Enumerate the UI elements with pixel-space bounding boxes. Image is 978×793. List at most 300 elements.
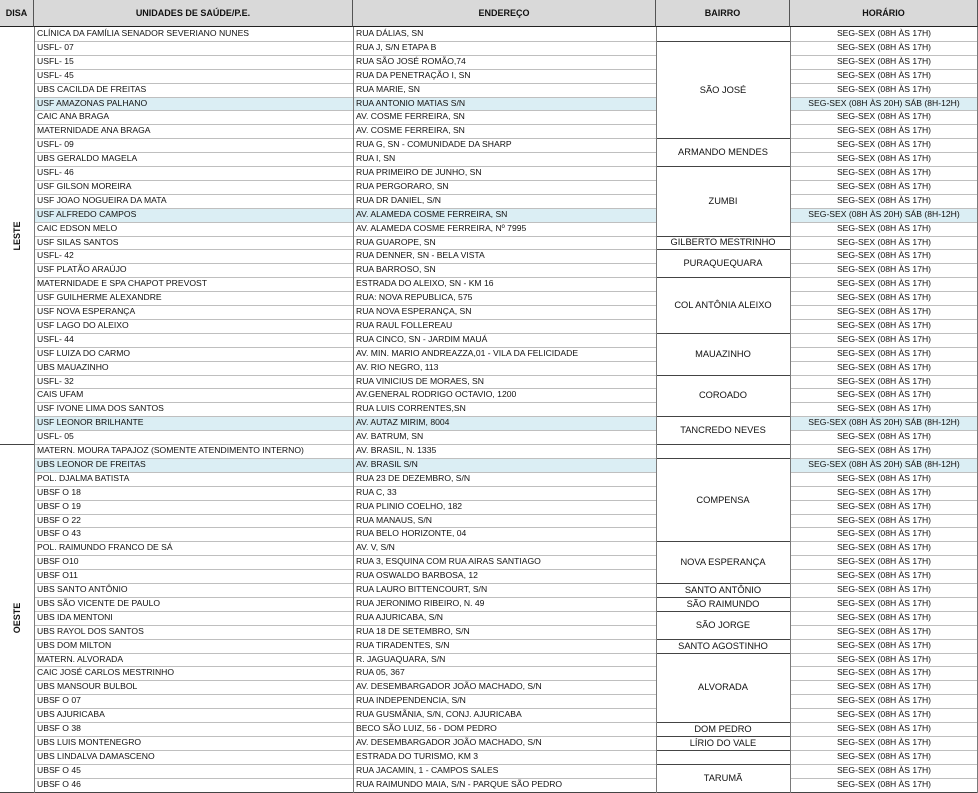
schedule-cell: SEG-SEX (08H ÀS 17H)	[836, 723, 932, 733]
row-gridline	[790, 555, 978, 556]
address-cell: RUA MARIE, SN	[356, 83, 420, 94]
row-gridline	[790, 55, 978, 56]
row-gridline	[34, 625, 656, 626]
unit-name-cell: MATERNIDADE E SPA CHAPOT PREVOST	[37, 278, 207, 289]
address-cell: AV. AUTAZ MIRIM, 8004	[353, 416, 656, 430]
address-cell: RUA BARROSO, SN	[356, 264, 436, 275]
bairro-cell: LÍRIO DO VALE	[689, 737, 757, 748]
schedule-cell: SEG-SEX (08H ÀS 17H)	[836, 500, 932, 511]
bairro-cell: TANCREDO NEVES	[680, 425, 766, 436]
schedule-cell: SEG-SEX (08H ÀS 17H)	[836, 778, 932, 789]
address-cell: ESTRADA DO ALEIXO, SN - KM 16	[356, 278, 494, 289]
unit-name-cell: UBSF O 43	[37, 528, 81, 539]
bairro-cell: COL ANTÔNIA ALEIXO	[674, 299, 772, 310]
schedule-cell: SEG-SEX (08H ÀS 17H)	[836, 375, 932, 386]
address-cell: RUA DENNER, SN - BELA VISTA	[356, 250, 485, 261]
unit-name-cell: USFL- 07	[37, 41, 74, 52]
row-gridline	[34, 152, 656, 153]
address-cell: RUA ANTONIO MATIAS S/N	[353, 97, 656, 111]
row-gridline	[790, 708, 978, 709]
address-cell: RUA 05, 367	[356, 667, 405, 678]
schedule-cell: SEG-SEX (08H ÀS 17H)	[836, 180, 932, 191]
bairro-cell: NOVA ESPERANÇA	[680, 557, 766, 568]
bairro-cell: GILBERTO MESTRINHO	[670, 237, 776, 248]
row-gridline	[34, 750, 656, 751]
row-gridline	[790, 527, 978, 528]
unit-name-cell: MATERN. ALVORADA	[37, 653, 124, 664]
bairro-cell: MAUAZINHO	[695, 348, 751, 359]
row-gridline	[790, 653, 978, 654]
address-cell: AV. V, S/N	[356, 542, 395, 553]
row-gridline	[34, 569, 656, 570]
schedule-cell: SEG-SEX (08H ÀS 17H)	[836, 681, 932, 692]
row-gridline	[790, 305, 978, 306]
schedule-cell: SEG-SEX (08H ÀS 20H) SÁB (8H-12H)	[790, 208, 978, 222]
row-gridline	[34, 639, 656, 640]
row-gridline	[790, 388, 978, 389]
row-gridline	[34, 236, 656, 237]
row-gridline	[34, 541, 656, 542]
row-gridline	[790, 361, 978, 362]
row-gridline	[34, 736, 656, 737]
row-gridline	[790, 277, 978, 278]
schedule-cell: SEG-SEX (08H ÀS 17H)	[836, 695, 932, 706]
row-gridline	[34, 97, 656, 98]
address-cell: AV. COSME FERREIRA, SN	[356, 125, 465, 136]
unit-name-cell: USF JOAO NOGUEIRA DA MATA	[37, 194, 167, 205]
bairro-cell: ARMANDO MENDES	[678, 147, 768, 158]
unit-name-cell: POL. DJALMA BATISTA	[37, 472, 130, 483]
row-gridline	[34, 305, 656, 306]
schedule-cell: SEG-SEX (08H ÀS 17H)	[836, 514, 932, 525]
disa-cell	[0, 27, 34, 444]
unit-name-cell: UBSF O 45	[37, 764, 81, 775]
row-gridline	[34, 208, 656, 209]
row-gridline	[34, 41, 656, 42]
header-endereco: ENDEREÇO	[353, 0, 656, 27]
row-gridline	[34, 694, 656, 695]
row-gridline	[34, 110, 656, 111]
row-gridline	[790, 138, 978, 139]
schedule-cell: SEG-SEX (08H ÀS 20H) SÁB (8H-12H)	[790, 97, 978, 111]
row-gridline	[34, 347, 656, 348]
schedule-cell: SEG-SEX (08H ÀS 17H)	[836, 611, 932, 622]
address-cell: RUA JACAMIN, 1 - CAMPOS SALES	[356, 764, 499, 775]
address-cell: ESTRADA DO TURISMO, KM 3	[356, 750, 479, 761]
schedule-cell: SEG-SEX (08H ÀS 17H)	[836, 431, 932, 442]
row-gridline	[34, 402, 656, 403]
row-gridline	[790, 347, 978, 348]
unit-name-cell: UBS LEONOR DE FREITAS	[34, 458, 353, 472]
unit-name-cell: USF LAGO DO ALEIXO	[37, 319, 129, 330]
column-gridline	[790, 27, 791, 793]
address-cell: RUA C, 33	[356, 486, 397, 497]
bairro-cell: SÃO JOSÉ	[699, 84, 747, 95]
row-gridline	[790, 458, 978, 459]
row-gridline	[34, 83, 656, 84]
unit-name-cell: CAIC ANA BRAGA	[37, 111, 110, 122]
row-gridline	[34, 263, 656, 264]
schedule-cell: SEG-SEX (08H ÀS 17H)	[836, 319, 932, 330]
row-gridline	[34, 291, 656, 292]
row-gridline	[790, 611, 978, 612]
address-cell: AV. MIN. MARIO ANDREAZZA,01 - VILA DA FELICIDADE	[356, 347, 579, 358]
unit-name-cell: UBSF O 38	[37, 723, 81, 733]
unit-name-cell: UBSF O11	[37, 570, 78, 581]
unit-name-cell: USF ALFREDO CAMPOS	[34, 208, 353, 222]
unit-name-cell: USFL- 09	[37, 139, 74, 150]
row-gridline	[790, 625, 978, 626]
address-cell: AV. ALAMEDA COSME FERREIRA, Nº 7995	[356, 222, 527, 233]
row-gridline	[34, 388, 656, 389]
row-gridline	[34, 708, 656, 709]
row-gridline	[790, 583, 978, 584]
address-cell: RUA PRIMEIRO DE JUNHO, SN	[356, 167, 482, 177]
schedule-cell: SEG-SEX (08H ÀS 17H)	[836, 222, 932, 233]
address-cell: RUA JERONIMO RIBEIRO, N. 49	[356, 597, 485, 608]
address-cell: AV. BATRUM, SN	[356, 431, 424, 442]
row-gridline	[790, 472, 978, 473]
schedule-cell: SEG-SEX (08H ÀS 17H)	[836, 389, 932, 400]
unit-name-cell: USFL- 46	[37, 167, 74, 177]
schedule-cell: SEG-SEX (08H ÀS 17H)	[836, 653, 932, 664]
row-gridline	[34, 124, 656, 125]
row-gridline	[790, 208, 978, 209]
row-gridline	[34, 444, 656, 445]
address-cell: AV. BRASIL, N. 1335	[356, 445, 437, 455]
row-gridline	[790, 486, 978, 487]
header-horario: HORÁRIO	[790, 0, 978, 27]
bairro-cell: ZUMBI	[708, 195, 738, 206]
address-cell: AV.GENERAL RODRIGO OCTAVIO, 1200	[356, 389, 517, 400]
row-gridline	[790, 236, 978, 237]
bairro-cell: SÃO RAIMUNDO	[686, 598, 760, 609]
unit-name-cell: USF GUILHERME ALEXANDRE	[37, 292, 162, 303]
bairro-cell	[656, 750, 790, 764]
schedule-cell: SEG-SEX (08H ÀS 17H)	[836, 403, 932, 414]
unit-name-cell: UBS SANTO ANTÔNIO	[37, 584, 128, 594]
schedule-cell: SEG-SEX (08H ÀS 17H)	[836, 41, 932, 52]
schedule-cell: SEG-SEX (08H ÀS 17H)	[836, 250, 932, 261]
schedule-cell: SEG-SEX (08H ÀS 17H)	[836, 292, 932, 303]
row-gridline	[790, 680, 978, 681]
row-gridline	[790, 569, 978, 570]
schedule-cell: SEG-SEX (08H ÀS 17H)	[836, 28, 932, 38]
address-cell: AV. BRASIL S/N	[353, 458, 656, 472]
row-gridline	[34, 166, 656, 167]
address-cell: RUA CINCO, SN - JARDIM MAUÁ	[356, 333, 488, 344]
row-gridline	[790, 69, 978, 70]
address-cell: RUA BELO HORIZONTE, 04	[356, 528, 467, 539]
schedule-cell: SEG-SEX (08H ÀS 17H)	[836, 139, 932, 150]
schedule-cell: SEG-SEX (08H ÀS 17H)	[836, 556, 932, 567]
row-gridline	[34, 416, 656, 417]
bairro-cell: ALVORADA	[698, 682, 748, 693]
address-cell: RUA PERGORARO, SN	[356, 180, 449, 191]
row-gridline	[34, 458, 656, 459]
row-gridline	[790, 291, 978, 292]
address-cell: AV. ALAMEDA COSME FERREIRA, SN	[353, 208, 656, 222]
schedule-cell: SEG-SEX (08H ÀS 17H)	[836, 55, 932, 66]
unit-name-cell: USF SILAS SANTOS	[37, 236, 119, 247]
schedule-cell: SEG-SEX (08H ÀS 17H)	[836, 625, 932, 636]
unit-name-cell: USF PLATÃO ARAÚJO	[37, 264, 127, 275]
row-gridline	[790, 430, 978, 431]
schedule-cell: SEG-SEX (08H ÀS 17H)	[836, 167, 932, 177]
schedule-cell: SEG-SEX (08H ÀS 17H)	[836, 584, 932, 594]
schedule-cell: SEG-SEX (08H ÀS 17H)	[836, 306, 932, 316]
row-gridline	[790, 110, 978, 111]
unit-name-cell: USF LUIZA DO CARMO	[37, 347, 131, 358]
address-cell: AV. RIO NEGRO, 113	[356, 361, 439, 372]
address-cell: RUA RAIMUNDO MAIA, S/N - PARQUE SÃO PEDRO	[356, 778, 563, 789]
schedule-cell: SEG-SEX (08H ÀS 17H)	[836, 750, 932, 761]
schedule-cell: SEG-SEX (08H ÀS 17H)	[836, 264, 932, 275]
unit-name-cell: UBSF O 07	[37, 695, 81, 706]
address-cell: RUA SÃO JOSÉ ROMÃO,74	[356, 55, 466, 66]
address-cell: RUA: NOVA REPUBLICA, 575	[356, 292, 473, 303]
row-gridline	[790, 541, 978, 542]
unit-name-cell: CAIC EDSON MELO	[37, 222, 118, 233]
address-cell: RUA DR DANIEL, S/N	[356, 194, 442, 205]
address-cell: RUA OSWALDO BARBOSA, 12	[356, 570, 478, 581]
unit-name-cell: CLÍNICA DA FAMÍLIA SENADOR SEVERIANO NUNES	[37, 28, 250, 38]
row-gridline	[790, 639, 978, 640]
address-cell: RUA VINICIUS DE MORAES, SN	[356, 375, 484, 386]
unit-name-cell: USFL- 45	[37, 69, 74, 80]
address-cell: RUA MANAUS, S/N	[356, 514, 432, 525]
address-cell: RUA GUAROPE, SN	[356, 236, 436, 247]
row-gridline	[34, 514, 656, 515]
unit-name-cell: UBS MANSOUR BULBOL	[37, 681, 138, 692]
schedule-cell: SEG-SEX (08H ÀS 17H)	[836, 570, 932, 581]
row-gridline	[34, 722, 656, 723]
row-gridline	[790, 83, 978, 84]
row-gridline	[790, 222, 978, 223]
schedule-cell: SEG-SEX (08H ÀS 17H)	[836, 111, 932, 122]
address-cell: RUA I, SN	[356, 153, 396, 164]
row-gridline	[34, 500, 656, 501]
address-cell: AV. DESEMBARGADOR JOÃO MACHADO, S/N	[356, 681, 542, 692]
row-gridline	[34, 222, 656, 223]
bairro-cell: SÃO JORGE	[695, 619, 751, 630]
row-gridline	[790, 514, 978, 515]
row-gridline	[790, 249, 978, 250]
schedule-cell: SEG-SEX (08H ÀS 17H)	[836, 472, 932, 483]
schedule-cell: SEG-SEX (08H ÀS 17H)	[836, 542, 932, 553]
unit-name-cell: USFL- 15	[37, 55, 74, 66]
bairro-cell: TARUMÃ	[703, 772, 743, 783]
address-cell: RUA INDEPENDENCIA, S/N	[356, 695, 466, 706]
row-gridline	[34, 778, 656, 779]
unit-name-cell: USF NOVA ESPERANÇA	[37, 306, 136, 316]
unit-name-cell: USF GILSON MOREIRA	[37, 180, 132, 191]
row-gridline	[34, 597, 656, 598]
unit-name-cell: UBS LUIS MONTENEGRO	[37, 736, 142, 747]
unit-name-cell: USF LEONOR BRILHANTE	[34, 416, 353, 430]
address-cell: RUA RAUL FOLLEREAU	[356, 319, 453, 330]
unit-name-cell: UBS IDA MENTONI	[37, 611, 113, 622]
row-gridline	[790, 319, 978, 320]
row-gridline	[790, 166, 978, 167]
section-divider	[0, 792, 978, 793]
schedule-cell: SEG-SEX (08H ÀS 17H)	[836, 528, 932, 539]
address-cell: R. JAGUAQUARA, S/N	[356, 653, 446, 664]
unit-name-cell: UBSF O 22	[37, 514, 81, 525]
row-gridline	[790, 666, 978, 667]
address-cell: RUA GUSMÃNIA, S/N, CONJ. AJURICABA	[356, 709, 522, 720]
row-gridline	[34, 333, 656, 334]
row-gridline	[34, 361, 656, 362]
unit-name-cell: USF IVONE LIMA DOS SANTOS	[37, 403, 164, 414]
unit-name-cell: UBS CACILDA DE FREITAS	[37, 83, 147, 94]
header-bairro: BAIRRO	[656, 0, 790, 27]
unit-name-cell: USFL- 32	[37, 375, 74, 386]
row-gridline	[34, 764, 656, 765]
unit-name-cell: USFL- 42	[37, 250, 74, 261]
row-gridline	[34, 277, 656, 278]
address-cell: RUA AJURICABA, S/N	[356, 611, 443, 622]
schedule-cell: SEG-SEX (08H ÀS 17H)	[836, 736, 932, 747]
unit-name-cell: UBS AJURICABA	[37, 709, 105, 720]
row-gridline	[34, 69, 656, 70]
address-cell: RUA NOVA ESPERANÇA, SN	[356, 306, 472, 316]
address-cell: RUA J, S/N ETAPA B	[356, 41, 437, 52]
column-gridline	[34, 27, 35, 793]
row-gridline	[34, 472, 656, 473]
row-gridline	[34, 527, 656, 528]
row-gridline	[34, 375, 656, 376]
schedule-cell: SEG-SEX (08H ÀS 17H)	[836, 639, 932, 650]
row-gridline	[34, 680, 656, 681]
unit-name-cell: UBS MAUAZINHO	[37, 361, 109, 372]
address-cell: RUA DA PENETRAÇÃO I, SN	[356, 69, 471, 80]
unit-name-cell: UBS RAYOL DOS SANTOS	[37, 625, 144, 636]
address-cell: BECO SÃO LUIZ, 56 - DOM PEDRO	[356, 723, 497, 733]
row-gridline	[34, 430, 656, 431]
schedule-cell: SEG-SEX (08H ÀS 17H)	[836, 361, 932, 372]
row-gridline	[34, 653, 656, 654]
schedule-cell: SEG-SEX (08H ÀS 17H)	[836, 764, 932, 775]
address-cell: RUA 23 DE DEZEMBRO, S/N	[356, 472, 471, 483]
unit-name-cell: MATERNIDADE ANA BRAGA	[37, 125, 151, 136]
unit-name-cell: UBSF O 18	[37, 486, 81, 497]
address-cell: RUA 18 DE SETEMBRO, S/N	[356, 625, 470, 636]
row-gridline	[790, 402, 978, 403]
row-gridline	[790, 41, 978, 42]
unit-name-cell: UBSF O 46	[37, 778, 81, 789]
row-gridline	[34, 319, 656, 320]
column-gridline	[656, 27, 657, 793]
unit-name-cell: UBS LINDALVA DAMASCENO	[37, 750, 155, 761]
disa-cell	[0, 444, 34, 792]
row-gridline	[34, 555, 656, 556]
bairro-cell: COROADO	[698, 390, 748, 401]
schedule-cell: SEG-SEX (08H ÀS 17H)	[836, 153, 932, 164]
unit-name-cell: UBS DOM MILTON	[37, 639, 112, 650]
row-gridline	[790, 764, 978, 765]
row-gridline	[34, 194, 656, 195]
row-gridline	[790, 416, 978, 417]
address-cell: RUA 3, ESQUINA COM RUA AIRAS SANTIAGO	[356, 556, 541, 567]
address-cell: AV. COSME FERREIRA, SN	[356, 111, 465, 122]
schedule-cell: SEG-SEX (08H ÀS 17H)	[836, 486, 932, 497]
unit-name-cell: MATERN. MOURA TAPAJOZ (SOMENTE ATENDIMENTO INTERNO)	[37, 445, 304, 455]
schedule-cell: SEG-SEX (08H ÀS 17H)	[836, 236, 932, 247]
row-gridline	[790, 333, 978, 334]
row-gridline	[790, 597, 978, 598]
row-gridline	[790, 263, 978, 264]
schedule-cell: SEG-SEX (08H ÀS 20H) SÁB (8H-12H)	[790, 458, 978, 472]
row-gridline	[34, 180, 656, 181]
row-gridline	[34, 666, 656, 667]
address-cell: AV. DESEMBARGADOR JOÃO MACHADO, S/N	[356, 736, 542, 747]
row-gridline	[790, 736, 978, 737]
row-gridline	[790, 375, 978, 376]
schedule-cell: SEG-SEX (08H ÀS 17H)	[836, 445, 932, 455]
column-gridline	[353, 27, 354, 793]
bairro-cell: COMPENSA	[696, 494, 750, 505]
row-gridline	[34, 611, 656, 612]
row-gridline	[790, 444, 978, 445]
schedule-cell: SEG-SEX (08H ÀS 17H)	[836, 83, 932, 94]
schedule-cell: SEG-SEX (08H ÀS 17H)	[836, 278, 932, 289]
bairro-cell: DOM PEDRO	[694, 723, 752, 734]
unit-name-cell: CAIC JOSÉ CARLOS MESTRINHO	[37, 667, 175, 678]
disa-label: OESTE	[12, 602, 22, 634]
unit-name-cell: CAIS UFAM	[37, 389, 84, 400]
bairro-cell: PURAQUEQUARA	[683, 258, 763, 269]
row-gridline	[790, 194, 978, 195]
address-cell: RUA G, SN - COMUNIDADE DA SHARP	[356, 139, 512, 150]
unit-name-cell: UBS GERALDO MAGELA	[37, 153, 138, 164]
row-gridline	[790, 124, 978, 125]
row-gridline	[790, 152, 978, 153]
schedule-cell: SEG-SEX (08H ÀS 17H)	[836, 125, 932, 136]
schedule-cell: SEG-SEX (08H ÀS 17H)	[836, 333, 932, 344]
header-unidade: UNIDADES DE SAÚDE/P.E.	[34, 0, 353, 27]
schedule-cell: SEG-SEX (08H ÀS 17H)	[836, 69, 932, 80]
bairro-cell: SANTO ANTÔNIO	[684, 584, 762, 595]
row-gridline	[34, 249, 656, 250]
row-gridline	[790, 180, 978, 181]
address-cell: RUA TIRADENTES, S/N	[356, 639, 450, 650]
schedule-cell: SEG-SEX (08H ÀS 17H)	[836, 597, 932, 608]
unit-name-cell: USFL- 44	[37, 333, 74, 344]
row-gridline	[34, 55, 656, 56]
row-gridline	[790, 500, 978, 501]
address-cell: RUA LAURO BITTENCOURT, S/N	[356, 584, 488, 594]
address-cell: RUA LUIS CORRENTES,SN	[356, 403, 466, 414]
address-cell: RUA PLINIO COELHO, 182	[356, 500, 463, 511]
bairro-cell	[656, 27, 790, 41]
row-gridline	[34, 486, 656, 487]
row-gridline	[790, 722, 978, 723]
address-cell: RUA DÁLIAS, SN	[356, 28, 424, 38]
unit-name-cell: USFL- 05	[37, 431, 74, 442]
schedule-cell: SEG-SEX (08H ÀS 20H) SÁB (8H-12H)	[790, 416, 978, 430]
schedule-cell: SEG-SEX (08H ÀS 17H)	[836, 194, 932, 205]
row-gridline	[790, 694, 978, 695]
schedule-cell: SEG-SEX (08H ÀS 17H)	[836, 347, 932, 358]
disa-label: LESTE	[12, 220, 22, 251]
row-gridline	[790, 750, 978, 751]
schedule-cell: SEG-SEX (08H ÀS 17H)	[836, 667, 932, 678]
row-gridline	[34, 583, 656, 584]
unit-name-cell: UBSF O10	[37, 556, 79, 567]
unit-name-cell: POL. RAIMUNDO FRANCO DE SÁ	[37, 542, 173, 553]
bairro-cell	[656, 444, 790, 458]
